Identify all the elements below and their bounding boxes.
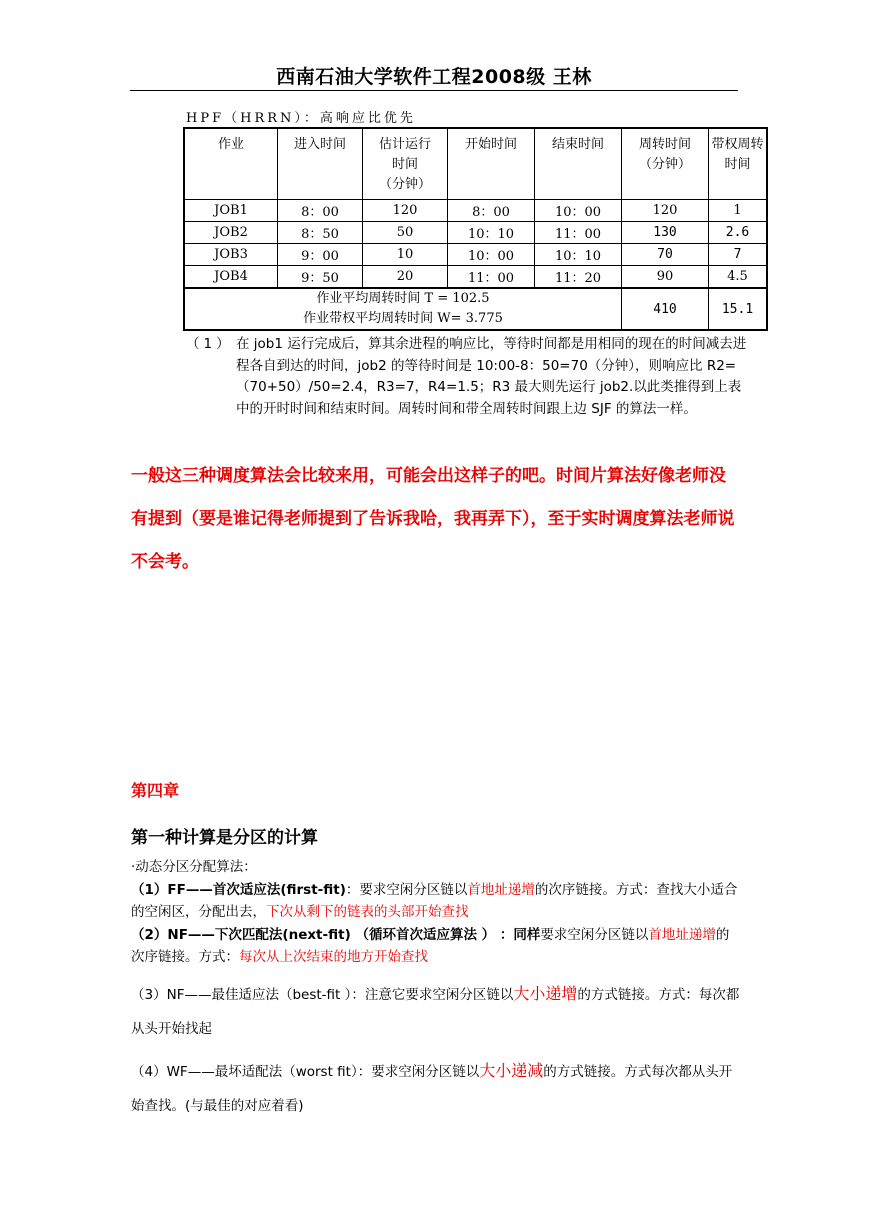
cell: 130 [622,222,709,244]
chapter-heading: 第四章 [131,781,180,800]
avg-weighted-text: 作业带权平均周转时间 W= 3.775 [303,311,503,326]
table-header-row [184,128,767,200]
wf-text-1: （4）WF——最坏适配法（worst fit）：要求空闲分区链以 [131,1063,480,1080]
cell: 10：00 [448,244,535,266]
bf-text-1: （3）NF——最佳适应法（best-fit ）：注意它要求空闲分区链以 [131,986,514,1003]
page-header-title: 西南石油大学软件工程2008级 王林 [276,66,592,88]
cell: 20 [363,266,448,289]
section-title: 第一种计算是分区的计算 [131,828,318,848]
nf-red-1: 首地址递增 [648,926,716,943]
nf-label: （2）NF——下次匹配法(next-fit) （循环首次适应算法 ） ：同样 [131,926,541,943]
ff-red-2: 下次从剩下的链表的头部开始查找 [266,904,469,920]
nf-item [131,924,741,969]
cell: 90 [622,266,709,289]
wf-red-1: 大小递减 [479,1060,544,1080]
cell: 8：00 [448,200,535,222]
cell: 10：10 [448,222,535,244]
cell: 9：50 [278,266,363,289]
cell: 11：00 [448,266,535,289]
total-turnaround-cell: 410 [622,288,709,330]
col-header-job: 作业 [184,128,278,200]
ff-text-2: 的次序链接。方式：查找大小适合的空闲区，分配出去， [131,881,738,920]
cell: 10 [363,244,448,266]
bf-red-1: 大小递增 [513,983,578,1003]
cell: JOB4 [184,266,278,289]
bf-item [131,977,741,1046]
partition-algorithms [131,856,741,1123]
cell: 70 [622,244,709,266]
note-text: 在 job1 运行完成后，算其余进程的响应比，等待时间都是用相同的现在的时间减去进程各自到达的时间，job2 的等待时间是 10:00-8：50=70（分钟），则响应比 R2=（70+50）/50=2.4，R3=7，R4=1.5；R3 最大则先运行 job2.以此类推得到上表中的开时时间和结束时间。周转时间和带全周转时间跟上边 SJF 的算法一样。 [236,336,747,417]
cell: 9：00 [278,244,363,266]
col-header-arrival: 进入时间 [278,128,363,200]
averages-cell [184,288,622,330]
ff-text-1: ：要求空闲分区链以 [345,881,468,898]
bf-text-2: 的方式链接。方式：每次都从头开始找起 [131,986,740,1037]
ff-item [131,879,741,924]
note-index: （1） [186,336,234,352]
cell: 2.6 [709,222,768,244]
nf-red-2: 每次从上次结束的地方开始查找 [239,949,428,965]
cell: 50 [363,222,448,244]
red-commentary: 一般这三种调度算法会比较来用，可能会出这样子的吧。时间片算法好像老师没有提到（要是谁记得老师提到了告诉我哈，我再弄下），至于实时调度算法老师说不会考。 [131,466,735,572]
cell: 11：00 [535,222,622,244]
algorithms-intro: ·动态分区分配算法： [131,859,257,875]
table-row [184,266,767,289]
col-header-end: 结束时间 [535,128,622,200]
cell: 8：50 [278,222,363,244]
total-weighted-cell: 15.1 [709,288,768,330]
cell: 11：20 [535,266,622,289]
ff-red-1: 首地址递增 [467,881,535,898]
nf-text-1: 要求空闲分区链以 [540,926,649,943]
cell: 7 [709,244,768,266]
cell: 10：10 [535,244,622,266]
table-row [184,222,767,244]
header-divider [130,90,738,91]
cell: 8：00 [278,200,363,222]
avg-turnaround-text: 作业平均周转时间 T = 102.5 [316,291,490,306]
col-header-turnaround: 周转时间 （分钟） [622,128,709,200]
cell: JOB2 [184,222,278,244]
wf-item [131,1054,741,1123]
cell: JOB1 [184,200,278,222]
cell: 1 [709,200,768,222]
cell: JOB3 [184,244,278,266]
table-row [184,200,767,222]
table-row [184,244,767,266]
cell: 120 [363,200,448,222]
ff-label: （1）FF——首次适应法(first-fit) [131,881,346,898]
wf-text-2: 的方式链接。方式每次都从头开始查找。(与最佳的对应着看) [131,1063,733,1114]
table-footer-row [184,288,767,330]
col-header-start: 开始时间 [448,128,535,200]
col-header-estimated: 估计运行 时间 （分钟） [363,128,448,200]
hrrn-subtitle: HPF（HRRN）：高响应比优先 [186,111,416,126]
cell: 10：00 [535,200,622,222]
hrrn-table [183,127,768,331]
cell: 4.5 [709,266,768,289]
nf-text-2: 的次序链接。方式： [131,926,730,965]
col-header-weighted: 带权周转 时间 [709,128,768,200]
cell: 120 [622,200,709,222]
